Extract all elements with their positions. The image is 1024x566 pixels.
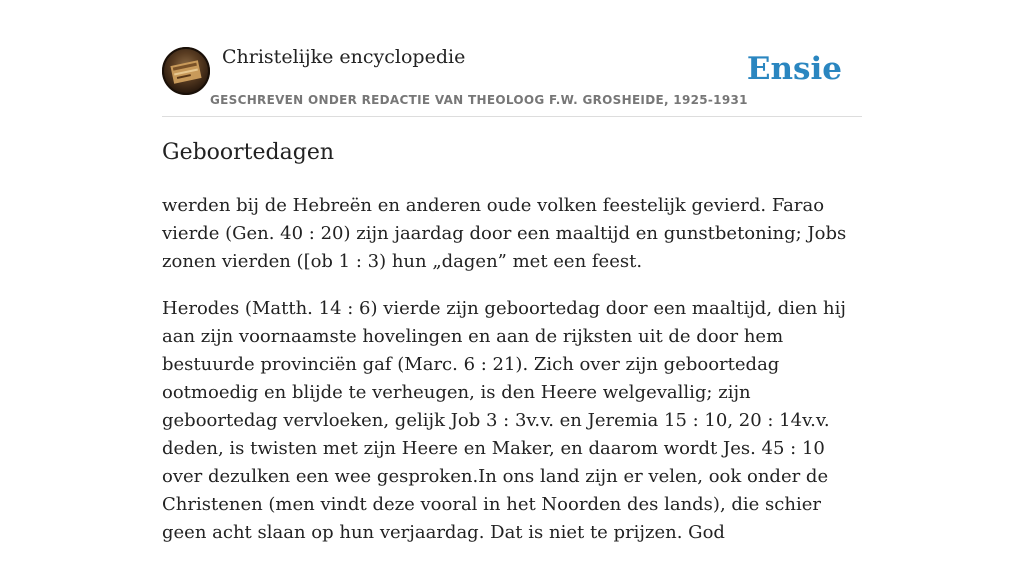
book-icon [162,47,210,95]
article-paragraph: Herodes (Matth. 14 : 6) vierde zijn geboortedag door een maaltijd, dien hij aan zijn voornaamste hovelingen en aan de rijksten uit de door hem bestuurde provinciën gaf (Marc. 6 : 21). Zich over zijn geboortedag ootmoedig en blijde te verheugen, is den Heere welgevallig; zijn geboortedag vervloeken, gelijk Job 3 : 3v.v. en Jeremia 15 : 10, 20 : 14v.v. deden, is twisten met zijn Heere en Maker, en daarom wordt Jes. 45 : 10 over dezulken een wee gesproken.In ons land zijn er velen, ook onder de Christenen (men vindt deze vooral in het Noorden des lands), die schier geen acht slaan op hun verjaardag. Dat is niet te prijzen. God [162,298,846,543]
article-body [162,192,862,566]
article-paragraph: werden bij de Hebreën en anderen oude volken feestelijk gevierd. Farao vierde (Gen. 40 : 20) zijn jaardag door een maaltijd en gunstbetoning; Jobs zonen vierden ([ob 1 : 3) hun „dagen” met een feest. [162,195,847,272]
article-title: Geboortedagen [162,140,335,165]
book-subtitle: GESCHREVEN ONDER REDACTIE VAN THEOLOOG F.W. GROSHEIDE, 1925-1931 [210,93,748,107]
ensie-logo-link[interactable]: Ensie [746,51,842,87]
book-cover-avatar[interactable] [162,47,210,95]
book-title[interactable]: Christelijke encyclopedie [222,46,466,68]
header [162,46,862,117]
